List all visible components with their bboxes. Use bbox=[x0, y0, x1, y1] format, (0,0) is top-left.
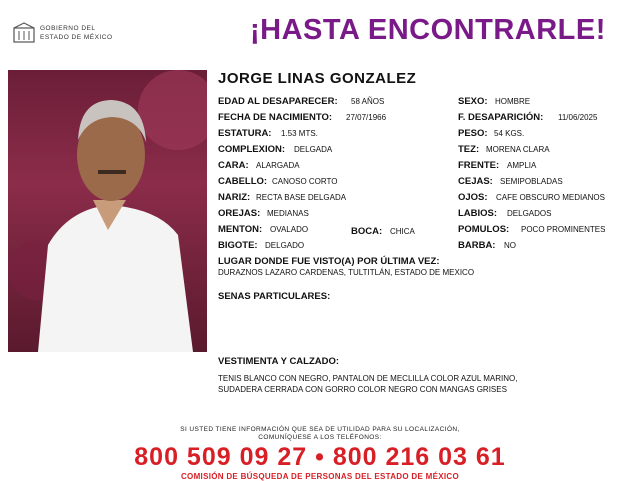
person-name: JORGE LINAS GONZALEZ bbox=[218, 70, 417, 87]
nariz-label: NARIZ: bbox=[218, 192, 251, 203]
tez-value: MORENA CLARA bbox=[486, 145, 550, 154]
cejas-value: SEMIPOBLADAS bbox=[500, 177, 563, 186]
desaparicion-label: F. DESAPARICIÓN: bbox=[458, 112, 544, 123]
cejas-label: CEJAS: bbox=[458, 176, 493, 187]
clothing-label: VESTIMENTA Y CALZADO: bbox=[218, 356, 340, 367]
distinguishing-marks-label: SENAS PARTICULARES: bbox=[218, 291, 331, 302]
phone-numbers bbox=[0, 443, 640, 472]
contact-notice-1: SI USTED TIENE INFORMACIÓN QUE SEA DE UTILIDAD PARA SU LOCALIZACIÓN, bbox=[180, 426, 460, 433]
ojos-value: CAFE OBSCURO MEDIANOS bbox=[496, 193, 605, 202]
gov-line-2: ESTADO DE MÉXICO bbox=[40, 34, 113, 41]
phone-separator: • bbox=[315, 443, 325, 471]
cabello-label: CABELLO: bbox=[218, 176, 268, 187]
sexo-label: SEXO: bbox=[458, 96, 488, 107]
phone-2[interactable]: 800 216 03 61 bbox=[332, 443, 506, 471]
labios-value: DELGADOS bbox=[507, 209, 552, 218]
desaparicion-value: 11/06/2025 bbox=[558, 113, 598, 122]
estatura-value: 1.53 MTS. bbox=[281, 129, 318, 138]
footer-commission: COMISIÓN DE BÚSQUEDA DE PERSONAS DEL ESTADO DE MÉXICO bbox=[180, 472, 459, 481]
bigote-label: BIGOTE: bbox=[218, 240, 258, 251]
boca-value: CHICA bbox=[390, 227, 415, 236]
edad-value: 58 AÑOS bbox=[351, 97, 385, 106]
government-logo bbox=[12, 22, 122, 46]
orejas-value: MEDIANAS bbox=[267, 209, 309, 218]
barba-label: BARBA: bbox=[458, 240, 496, 251]
contact-notice-2: COMUNÍQUESE A LOS TELÉFONOS: bbox=[258, 434, 382, 441]
gov-line-1: GOBIERNO DEL bbox=[40, 25, 96, 32]
pomulos-value: POCO PROMINENTES bbox=[521, 225, 606, 234]
cara-value: ALARGADA bbox=[256, 161, 300, 170]
pomulos-label: POMULOS: bbox=[458, 224, 510, 235]
person-silhouette-icon bbox=[8, 70, 207, 352]
clothing-line-1: TENIS BLANCO CON NEGRO, PANTALON DE MECLILLA COLOR AZUL MARINO, bbox=[218, 374, 518, 383]
bigote-value: DELGADO bbox=[265, 241, 305, 250]
frente-label: FRENTE: bbox=[458, 160, 500, 171]
peso-label: PESO: bbox=[458, 128, 488, 139]
nacimiento-label: FECHA DE NACIMIENTO: bbox=[218, 112, 332, 123]
cabello-value: CANOSO CORTO bbox=[272, 177, 338, 186]
peso-value: 54 KGS. bbox=[494, 129, 525, 138]
state-emblem-icon bbox=[12, 22, 36, 46]
boca-label: BOCA: bbox=[351, 226, 383, 237]
ojos-label: OJOS: bbox=[458, 192, 488, 203]
phone-1[interactable]: 800 509 09 27 bbox=[134, 443, 308, 471]
nacimiento-value: 27/07/1966 bbox=[346, 113, 387, 122]
nariz-value: RECTA BASE DELGADA bbox=[256, 193, 347, 202]
clothing-line-2: SUDADERA CERRADA CON GORRO COLOR NEGRO CON MANGAS GRISES bbox=[218, 385, 507, 394]
headline: ¡HASTA ENCONTRARLE! bbox=[250, 14, 606, 46]
person-photo bbox=[8, 70, 207, 352]
labios-label: LABIOS: bbox=[458, 208, 498, 219]
edad-label: EDAD AL DESAPARECER: bbox=[218, 96, 338, 107]
complexion-value: DELGADA bbox=[294, 145, 333, 154]
sexo-value: HOMBRE bbox=[495, 97, 531, 106]
last-seen-value: DURAZNOS LAZARO CARDENAS, TULTITLÁN, ESTADO DE MEXICO bbox=[218, 268, 475, 277]
cara-label: CARA: bbox=[218, 160, 249, 171]
orejas-label: OREJAS: bbox=[218, 208, 261, 219]
tez-label: TEZ: bbox=[458, 144, 480, 155]
complexion-label: COMPLEXION: bbox=[218, 144, 286, 155]
menton-value: OVALADO bbox=[270, 225, 309, 234]
frente-value: AMPLIA bbox=[507, 161, 537, 170]
barba-value: NO bbox=[504, 241, 516, 250]
estatura-label: ESTATURA: bbox=[218, 128, 272, 139]
last-seen-label: LUGAR DONDE FUE VISTO(A) POR ÚLTIMA VEZ: bbox=[218, 256, 440, 267]
menton-label: MENTON: bbox=[218, 224, 263, 235]
